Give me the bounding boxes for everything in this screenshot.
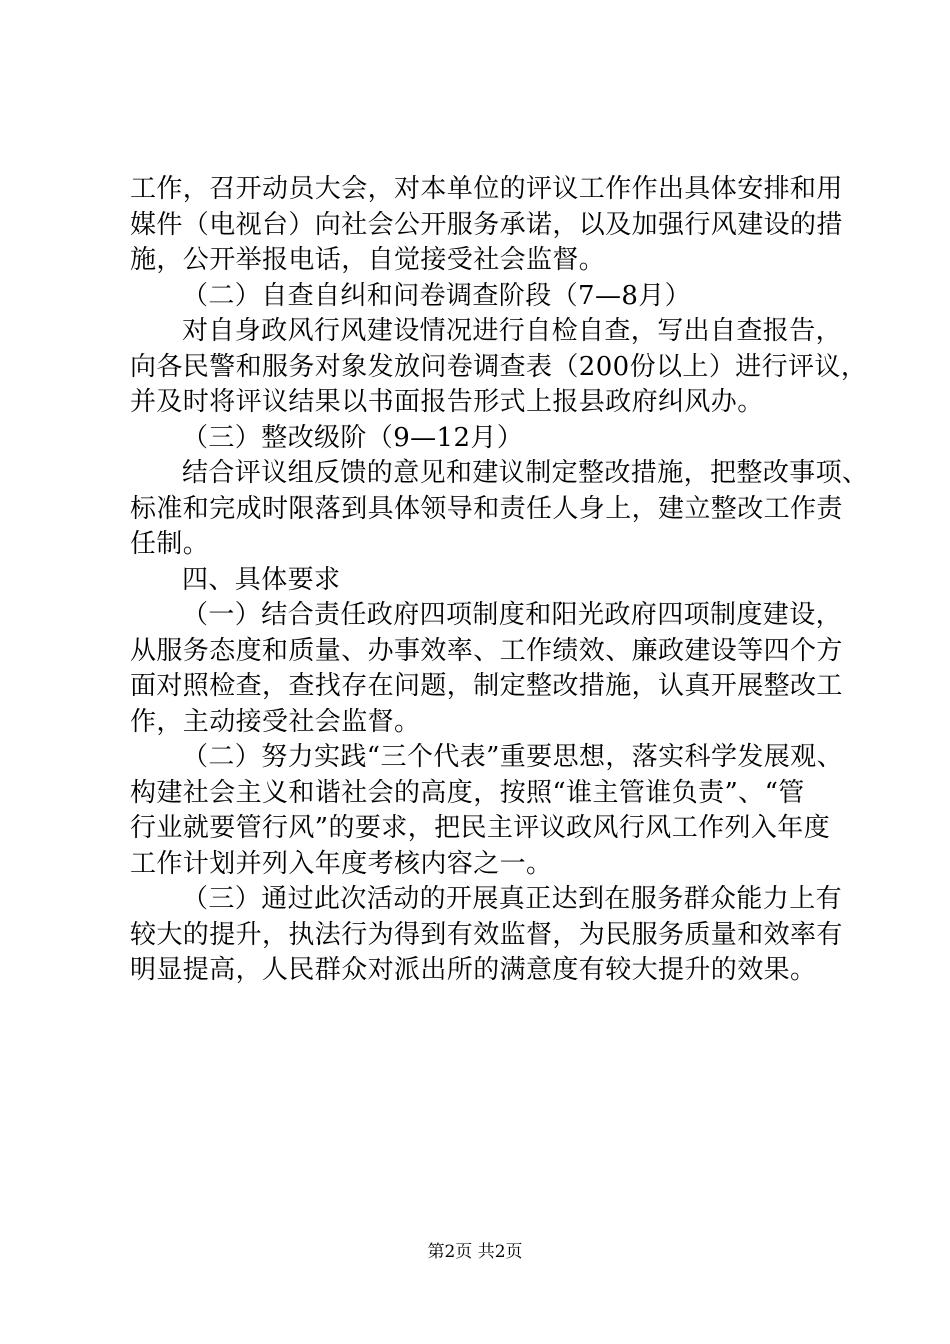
page-footer bbox=[0, 1241, 950, 1263]
body-line: 从服务态度和质量、办事效率、工作绩效、廉政建设等四个方 bbox=[130, 635, 843, 666]
body-line: （二）努力实践“三个代表”重要思想，落实科学发展观、 bbox=[182, 742, 843, 772]
body-line: （一）结合责任政府四项制度和阳光政府四项制度建设， bbox=[182, 600, 843, 630]
body-line: 向各民警和服务对象发放问卷调查表（200份以上）进行评议， bbox=[130, 351, 868, 382]
section-heading-4: 四、具体要求 bbox=[182, 564, 341, 595]
body-line: 构建社会主义和谐社会的高度，按照“谁主管谁负责”、“管 bbox=[130, 777, 805, 808]
body-line: 较大的提升，执法行为得到有效监督，为民服务质量和效率有 bbox=[130, 919, 843, 950]
body-line: 明显提高，人民群众对派出所的满意度有较大提升的效果。 bbox=[130, 955, 817, 985]
body-line: 媒件（电视台）向社会公开服务承诺，以及加强行风建设的措 bbox=[130, 209, 843, 240]
body-line: 并及时将评议结果以书面报告形式上报县政府纠风办。 bbox=[130, 387, 764, 417]
body-line: 面对照检查，查找存在问题，制定整改措施，认真开展整改工 bbox=[130, 671, 843, 701]
body-line: （三）通过此次活动的开展真正达到在服务群众能力上有 bbox=[182, 884, 843, 914]
body-line: 工作计划并列入年度考核内容之一。 bbox=[130, 848, 553, 879]
body-line: 作，主动接受社会监督。 bbox=[130, 706, 421, 737]
page-number: 第2页 共2页 bbox=[427, 1242, 523, 1262]
body-line: 标准和完成时限落到具体领导和责任人身上，建立整改工作责 bbox=[130, 493, 843, 524]
body-line: 行业就要管行风”的要求，把民主评议政风行风工作列入年度 bbox=[130, 813, 831, 843]
body-line: 工作，召开动员大会，对本单位的评议工作作出具体安排和用 bbox=[130, 174, 843, 204]
section-heading-3: （三）整改级阶（9—12月） bbox=[182, 422, 524, 453]
body-line: 任制。 bbox=[130, 529, 210, 559]
body-line: 施，公开举报电话，自觉接受社会监督。 bbox=[130, 245, 606, 275]
section-heading-2: （二）自查自纠和问卷调查阶段（7—8月） bbox=[182, 280, 692, 311]
document-body bbox=[130, 172, 869, 989]
body-line: 对自身政风行风建设情况进行自检自查，写出自查报告， bbox=[182, 316, 843, 346]
body-line: 结合评议组反馈的意见和建议制定整改措施，把整改事项、 bbox=[182, 458, 869, 488]
